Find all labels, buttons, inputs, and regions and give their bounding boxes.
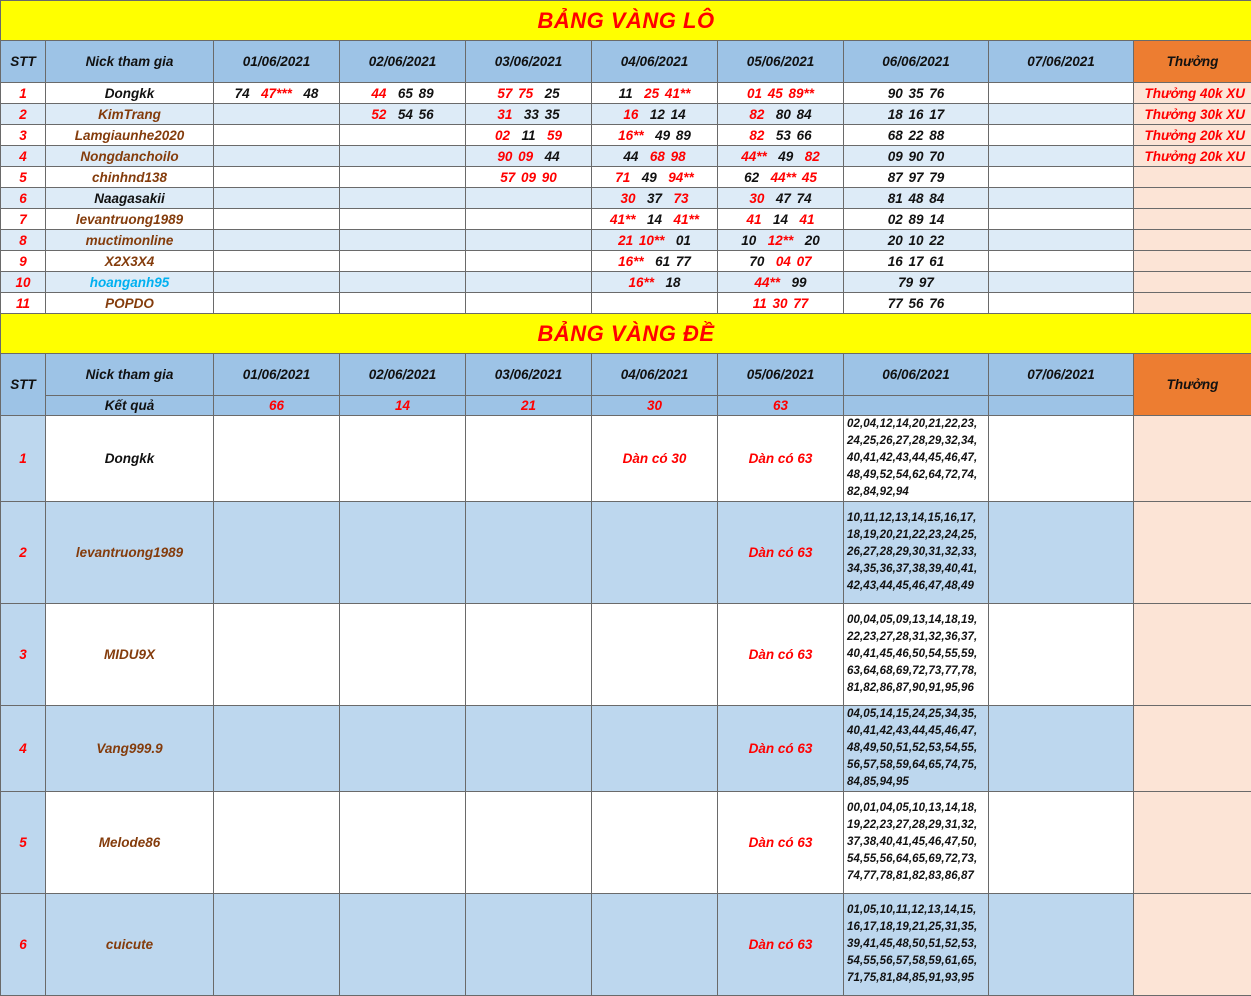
lo-cell — [340, 251, 466, 272]
lo-cell — [718, 293, 844, 314]
lo-number: 31 — [497, 106, 513, 122]
lo-header-date: 03/06/2021 — [466, 41, 592, 83]
lo-cell — [592, 125, 718, 146]
de-cell — [989, 706, 1134, 792]
de-cell: Dàn có 63 — [718, 706, 844, 792]
de-header-date: 02/06/2021 — [340, 354, 466, 396]
de-row — [1, 706, 1251, 792]
lo-number: 71 — [615, 169, 631, 185]
lo-stt: 2 — [1, 104, 46, 125]
lo-reward — [1134, 251, 1251, 272]
lo-cell — [592, 83, 718, 104]
de-cell — [466, 604, 592, 706]
lo-number: 52 — [371, 106, 387, 122]
lo-cell — [340, 146, 466, 167]
lo-number: 12** — [767, 232, 794, 248]
lo-cell — [718, 146, 844, 167]
lo-cell — [340, 293, 466, 314]
lo-reward — [1134, 188, 1251, 209]
lo-nick: hoanganh95 — [46, 272, 214, 293]
lo-number: 74 — [234, 85, 250, 101]
de-title: BẢNG VÀNG ĐỀ — [1, 314, 1251, 354]
lo-cell — [989, 209, 1134, 230]
de-cell — [340, 792, 466, 894]
lo-number: 61 77 — [655, 253, 691, 269]
de-cell: Dàn có 63 — [718, 792, 844, 894]
lo-cell — [718, 230, 844, 251]
lo-number: 70 — [749, 253, 765, 269]
lo-number: 82 — [749, 106, 765, 122]
de-nick: levantruong1989 — [46, 502, 214, 604]
lo-number: 18 16 17 — [887, 106, 945, 122]
de-result: 66 — [214, 396, 340, 416]
de-cell — [989, 604, 1134, 706]
lo-cell — [718, 188, 844, 209]
lo-header-date: 05/06/2021 — [718, 41, 844, 83]
lo-cell — [989, 146, 1134, 167]
lo-number: 80 84 — [775, 106, 812, 122]
lo-cell — [844, 167, 989, 188]
lo-number: 59 — [547, 127, 563, 143]
de-cell: Dàn có 63 — [718, 502, 844, 604]
lo-header-date: 07/06/2021 — [989, 41, 1134, 83]
de-reward — [1134, 416, 1251, 502]
lo-number: 16** — [628, 274, 654, 290]
lo-row — [1, 293, 1251, 314]
lo-stt: 11 — [1, 293, 46, 314]
de-header-date: 04/06/2021 — [592, 354, 718, 396]
lo-stt: 5 — [1, 167, 46, 188]
de-stt: 5 — [1, 792, 46, 894]
lo-number: 44 — [544, 148, 560, 164]
lo-number: 47*** — [261, 85, 292, 101]
lo-number: 44 — [623, 148, 639, 164]
lo-cell — [989, 272, 1134, 293]
lo-cell — [214, 125, 340, 146]
lo-reward: Thưởng 40k XU — [1134, 83, 1251, 104]
lo-cell — [844, 230, 989, 251]
de-cell — [466, 416, 592, 502]
lo-number: 57 09 90 — [500, 169, 557, 185]
de-cell — [214, 792, 340, 894]
lo-reward — [1134, 209, 1251, 230]
lo-cell — [214, 146, 340, 167]
lo-reward: Thưởng 20k XU — [1134, 125, 1251, 146]
lo-number: 44** — [754, 274, 780, 290]
de-number-list: 04,05,14,15,24,25,34,35, 40,41,42,43,44,45,46,47, 48,49,50,51,52,53,54,55, 56,57,58,59,64,65,74,75, 84,85,94,95 — [844, 706, 989, 792]
lo-nick: Lamgiaunhe2020 — [46, 125, 214, 146]
lo-number: 30 — [620, 190, 636, 206]
lo-cell — [592, 293, 718, 314]
de-cell: Dàn có 63 — [718, 894, 844, 996]
lo-cell — [844, 293, 989, 314]
de-cell — [214, 502, 340, 604]
de-result: 63 — [718, 396, 844, 416]
de-header-date: 07/06/2021 — [989, 354, 1134, 396]
lo-reward — [1134, 167, 1251, 188]
lo-cell — [989, 104, 1134, 125]
lo-number: 41** — [673, 211, 700, 227]
lo-cell — [844, 125, 989, 146]
lo-number: 16 17 61 — [887, 253, 945, 269]
de-stt: 1 — [1, 416, 46, 502]
lo-cell — [844, 83, 989, 104]
lo-number: 16** — [618, 127, 644, 143]
lo-reward — [1134, 272, 1251, 293]
lo-number: 44** — [741, 148, 767, 164]
lo-number: 99 — [791, 274, 807, 290]
lo-number: 01 45 89** — [746, 85, 815, 101]
de-cell — [340, 706, 466, 792]
lo-stt: 6 — [1, 188, 46, 209]
lo-cell — [340, 209, 466, 230]
lo-cell — [340, 272, 466, 293]
de-row — [1, 416, 1251, 502]
lo-cell — [466, 83, 592, 104]
de-stt: 3 — [1, 604, 46, 706]
de-number-list: 00,01,04,05,10,13,14,18, 19,22,23,27,28,29,31,32, 37,38,40,41,45,46,47,50, 54,55,56,64,65,69,72,73, 74,77,78,81,82,83,86,87 — [844, 792, 989, 894]
lo-row — [1, 209, 1251, 230]
lo-cell — [844, 146, 989, 167]
lo-cell — [466, 209, 592, 230]
lo-cell — [214, 251, 340, 272]
lo-nick: levantruong1989 — [46, 209, 214, 230]
lo-header-date: 01/06/2021 — [214, 41, 340, 83]
lo-reward — [1134, 293, 1251, 314]
de-number-list: 02,04,12,14,20,21,22,23, 24,25,26,27,28,29,32,34, 40,41,42,43,44,45,46,47, 48,49,52,54,62,64,72,74, 82,84,92,94 — [844, 416, 989, 502]
lo-nick: Naagasakii — [46, 188, 214, 209]
de-cell — [592, 604, 718, 706]
lo-number: 18 — [665, 274, 681, 290]
lo-cell — [592, 104, 718, 125]
lo-cell — [844, 209, 989, 230]
lo-title: BẢNG VÀNG LÔ — [1, 1, 1251, 41]
lo-number: 68 22 88 — [887, 127, 945, 143]
de-cell — [340, 502, 466, 604]
lo-reward: Thưởng 20k XU — [1134, 146, 1251, 167]
lo-cell — [466, 272, 592, 293]
lo-cell — [718, 167, 844, 188]
de-stt: 2 — [1, 502, 46, 604]
lo-cell — [466, 146, 592, 167]
lo-nick: POPDO — [46, 293, 214, 314]
de-header-date: 03/06/2021 — [466, 354, 592, 396]
lo-stt: 8 — [1, 230, 46, 251]
lo-cell — [844, 188, 989, 209]
lo-row — [1, 125, 1251, 146]
lo-number: 62 — [744, 169, 760, 185]
lo-header-date: 02/06/2021 — [340, 41, 466, 83]
lo-cell — [844, 272, 989, 293]
lo-row — [1, 83, 1251, 104]
lo-cell — [592, 272, 718, 293]
de-number-list: 01,05,10,11,12,13,14,15, 16,17,18,19,21,25,31,35, 39,41,45,48,50,51,52,53, 54,55,56,57,58,59,61,65, 71,75,81,84,85,91,93,95 — [844, 894, 989, 996]
lo-number: 49 — [641, 169, 657, 185]
lo-header-stt: STT — [1, 41, 46, 83]
lo-number: 90 35 76 — [887, 85, 945, 101]
lo-cell — [844, 104, 989, 125]
lo-stt: 10 — [1, 272, 46, 293]
lo-row — [1, 167, 1251, 188]
de-cell — [340, 416, 466, 502]
lo-number: 65 89 — [397, 85, 434, 101]
lo-cell — [340, 125, 466, 146]
lo-number: 11 — [618, 85, 633, 101]
lo-cell — [466, 230, 592, 251]
lo-number: 41 — [799, 211, 815, 227]
lo-number: 49 — [778, 148, 794, 164]
lo-number: 44** 45 — [770, 169, 817, 185]
lo-stt: 1 — [1, 83, 46, 104]
lo-number: 14 — [646, 211, 663, 227]
de-result — [989, 396, 1134, 416]
de-header-stt: STT — [1, 354, 46, 416]
de-cell — [214, 416, 340, 502]
lo-number: 82 — [749, 127, 765, 143]
lo-nick: Nongdanchoilo — [46, 146, 214, 167]
de-cell — [989, 792, 1134, 894]
de-stt: 6 — [1, 894, 46, 996]
lo-number: 48 — [303, 85, 319, 101]
lo-cell — [466, 188, 592, 209]
de-row — [1, 792, 1251, 894]
lo-cell — [214, 209, 340, 230]
lo-number: 20 — [804, 232, 820, 248]
de-reward — [1134, 706, 1251, 792]
lo-stt: 3 — [1, 125, 46, 146]
lo-cell — [592, 230, 718, 251]
lo-cell — [466, 104, 592, 125]
lo-header-date: 04/06/2021 — [592, 41, 718, 83]
lo-number: 21 10** — [618, 232, 665, 248]
de-nick: MIDU9X — [46, 604, 214, 706]
lo-cell — [718, 272, 844, 293]
de-result-label: Kết quả — [46, 396, 214, 416]
lo-number: 82 — [804, 148, 820, 164]
de-cell — [214, 604, 340, 706]
lo-cell — [340, 167, 466, 188]
lo-body — [1, 83, 1251, 314]
lo-stt: 7 — [1, 209, 46, 230]
lo-number: 25 41** — [644, 85, 691, 101]
de-nick: Melode86 — [46, 792, 214, 894]
de-header-reward: Thưởng — [1134, 354, 1251, 416]
lo-cell — [844, 251, 989, 272]
de-reward — [1134, 894, 1251, 996]
lo-number: 90 09 — [497, 148, 534, 164]
lo-number: 20 10 22 — [887, 232, 945, 248]
de-header-date: 01/06/2021 — [214, 354, 340, 396]
lo-number: 54 56 — [397, 106, 434, 122]
lo-number: 09 90 70 — [887, 148, 945, 164]
lo-cell — [466, 251, 592, 272]
de-header-date: 05/06/2021 — [718, 354, 844, 396]
de-cell — [466, 894, 592, 996]
lo-cell — [214, 230, 340, 251]
lo-number: 77 56 76 — [887, 295, 945, 311]
lo-cell — [340, 83, 466, 104]
lo-cell — [718, 83, 844, 104]
de-cell — [592, 792, 718, 894]
de-result: 21 — [466, 396, 592, 416]
de-cell — [989, 502, 1134, 604]
lo-nick: muctimonline — [46, 230, 214, 251]
lo-cell — [466, 293, 592, 314]
lo-row — [1, 251, 1251, 272]
lo-cell — [592, 251, 718, 272]
lo-number: 49 89 — [655, 127, 691, 143]
de-result: 30 — [592, 396, 718, 416]
lo-nick: X2X3X4 — [46, 251, 214, 272]
lo-number: 02 89 14 — [887, 211, 945, 227]
lo-cell — [718, 251, 844, 272]
de-cell — [340, 894, 466, 996]
lo-number: 41 — [746, 211, 762, 227]
lo-stt: 4 — [1, 146, 46, 167]
lo-cell — [466, 125, 592, 146]
lo-cell — [340, 188, 466, 209]
lo-number: 14 — [772, 211, 789, 227]
lo-cell — [214, 272, 340, 293]
de-number-list: 10,11,12,13,14,15,16,17, 18,19,20,21,22,23,24,25, 26,27,28,29,30,31,32,33, 34,35,36,37,38,39,40,41, 42,43,44,45,46,47,48,49 — [844, 502, 989, 604]
lo-cell — [466, 167, 592, 188]
lo-cell — [592, 146, 718, 167]
lo-cell — [989, 125, 1134, 146]
lo-row — [1, 230, 1251, 251]
lo-number: 04 07 — [775, 253, 812, 269]
lo-row — [1, 104, 1251, 125]
lo-header-date: 06/06/2021 — [844, 41, 989, 83]
lo-nick: Dongkk — [46, 83, 214, 104]
lo-number: 81 48 84 — [887, 190, 945, 206]
lo-nick: chinhnd138 — [46, 167, 214, 188]
de-cell — [340, 604, 466, 706]
de-nick: Dongkk — [46, 416, 214, 502]
lo-number: 02 — [494, 127, 510, 143]
lo-cell — [718, 125, 844, 146]
de-cell: Dàn có 63 — [718, 604, 844, 706]
de-result — [844, 396, 989, 416]
lo-number: 94** — [668, 169, 694, 185]
de-cell — [592, 502, 718, 604]
lo-cell — [989, 188, 1134, 209]
de-cell — [592, 894, 718, 996]
lo-number: 12 14 — [649, 106, 686, 122]
de-cell — [466, 502, 592, 604]
lo-number: 25 — [544, 85, 560, 101]
de-cell — [214, 894, 340, 996]
lo-number: 53 66 — [775, 127, 812, 143]
de-reward — [1134, 604, 1251, 706]
de-cell — [989, 894, 1134, 996]
lo-header-reward: Thưởng — [1134, 41, 1251, 83]
de-cell: Dàn có 63 — [718, 416, 844, 502]
de-reward — [1134, 502, 1251, 604]
de-body — [1, 416, 1251, 996]
de-number-list: 00,04,05,09,13,14,18,19, 22,23,27,28,31,32,36,37, 40,41,45,46,50,54,55,59, 63,64,68,69,72,73,77,78, 81,82,86,87,90,91,95,96 — [844, 604, 989, 706]
de-header-nick: Nick tham gia — [46, 354, 214, 396]
lo-reward: Thưởng 30k XU — [1134, 104, 1251, 125]
lo-cell — [989, 251, 1134, 272]
de-nick: Vang999.9 — [46, 706, 214, 792]
de-header-date: 06/06/2021 — [844, 354, 989, 396]
de-nick: cuicute — [46, 894, 214, 996]
lo-number: 44 — [371, 85, 387, 101]
lo-cell — [989, 83, 1134, 104]
lo-number: 87 97 79 — [887, 169, 945, 185]
lo-cell — [340, 104, 466, 125]
lo-header-nick: Nick tham gia — [46, 41, 214, 83]
lo-cell — [214, 167, 340, 188]
lo-cell — [989, 167, 1134, 188]
lo-cell — [989, 230, 1134, 251]
lo-cell — [340, 230, 466, 251]
de-row — [1, 502, 1251, 604]
lo-stt: 9 — [1, 251, 46, 272]
lo-number: 73 — [673, 190, 689, 206]
lo-cell — [989, 293, 1134, 314]
de-table — [0, 313, 1251, 996]
lo-number: 11 30 77 — [752, 295, 809, 311]
lo-cell — [718, 209, 844, 230]
lo-row — [1, 188, 1251, 209]
lo-number: 37 — [646, 190, 663, 206]
de-row — [1, 894, 1251, 996]
de-cell — [466, 792, 592, 894]
lo-cell — [214, 83, 340, 104]
lo-cell — [214, 293, 340, 314]
de-row — [1, 604, 1251, 706]
lo-cell — [592, 188, 718, 209]
lo-row — [1, 272, 1251, 293]
de-reward — [1134, 792, 1251, 894]
lo-number: 41** — [609, 211, 636, 227]
lo-nick: KimTrang — [46, 104, 214, 125]
lo-table — [0, 0, 1251, 314]
de-cell — [592, 706, 718, 792]
lo-number: 16 — [623, 106, 639, 122]
lo-number: 11 — [521, 127, 536, 143]
de-cell: Dàn có 30 — [592, 416, 718, 502]
de-cell — [214, 706, 340, 792]
lo-number: 79 97 — [898, 274, 934, 290]
lo-cell — [592, 167, 718, 188]
lo-cell — [592, 209, 718, 230]
lo-number: 57 75 — [497, 85, 534, 101]
de-cell — [466, 706, 592, 792]
lo-reward — [1134, 230, 1251, 251]
lo-number: 01 — [675, 232, 691, 248]
lo-row — [1, 146, 1251, 167]
de-stt: 4 — [1, 706, 46, 792]
de-result: 14 — [340, 396, 466, 416]
lo-cell — [214, 104, 340, 125]
lo-number: 30 — [749, 190, 765, 206]
lo-cell — [214, 188, 340, 209]
lo-number: 10 — [741, 232, 757, 248]
lo-number: 16** — [618, 253, 644, 269]
lo-number: 68 98 — [649, 148, 686, 164]
de-cell — [989, 416, 1134, 502]
lo-cell — [718, 104, 844, 125]
lo-number: 33 35 — [523, 106, 560, 122]
lo-number: 47 74 — [775, 190, 812, 206]
